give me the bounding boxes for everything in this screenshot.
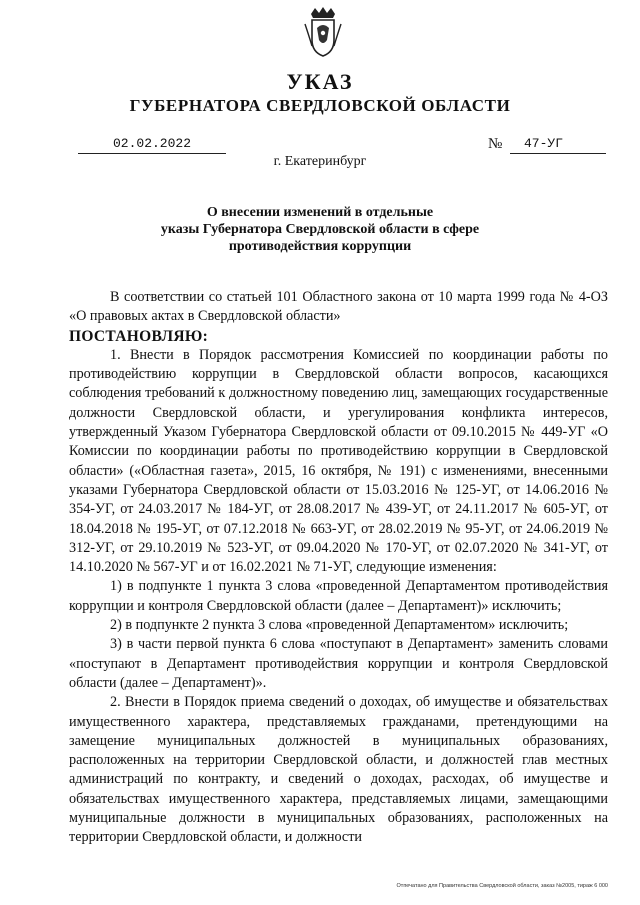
subject-line: указы Губернатора Свердловской области в сфере (160, 222, 480, 237)
print-imprint: Отпечатано для Правительства Свердловской области, заказ №2005, тираж 6 000 (396, 883, 608, 889)
subitem-2: 2) в подпункте 2 пункта 3 слова «проведенной Департаментом» исключить; (110, 617, 569, 634)
decree-subject (110, 204, 530, 255)
decree-keyword: ПОСТАНОВЛЯЮ: (69, 327, 209, 345)
number-sign: № (488, 136, 503, 152)
subitem-1: 1) в подпункте 1 пункта 3 слова «проведенной Департаментом противодействия коррупции и контроля Свердловской области (далее – Департамент)» исключить; (69, 578, 608, 614)
decree-body (69, 288, 608, 848)
subitem-3: 3) в части первой пункта 6 слова «поступают в Департамент» заменить словами «поступают в Департамент противодействия коррупции и контроля Свердловской области (далее – Департамент)». (69, 636, 608, 691)
intro-paragraph: В соответствии со статьей 101 Областного закона от 10 марта 1999 года № 4-ОЗ «О правовых актах в Свердловской области» (69, 289, 608, 325)
paragraph-item-2: 2. Внести в Порядок приема сведений о доходах, об имуществе и обязательствах имущественного характера, представляемых гражданами, претендующими на замещение муниципальных должностей в муниципальных образованиях, расположенных на территории Свердловской области, и должностей глав местных администраций по контракту, и сведений о доходах, расходах, об имуществе и обязательствах имущественного характера, представляемых лицами, замещающими муниципальные должности в муниципальных образованиях, расположенных на территории Свердловской области, и должности (69, 694, 608, 846)
paragraph-item-1: 1. Внести в Порядок рассмотрения Комиссией по координации работы по противодействию коррупции в Свердловской области вопросов, касающихся соблюдения требований к должностному поведению лиц, замещающих государственные должности Свердловской области, и урегулирования конфликта интересов, утвержденный Указом Губернатора Свердловской области от 09.10.2015 № 449-УГ «О Комиссии по координации работы по противодействию коррупции в Свердловской области» («Областная газета», 2015, 16 октября, № 191) с изменениями, внесенными указами Губернатора Свердловской области от 15.03.2016 № 125-УГ, от 14.06.2016 № 354-УГ, от 24.03.2017 № 184-УГ, от 28.08.2017 № 439-УГ, от 24.11.2017 № 605-УГ, от 18.04.2018 № 195-УГ, от 07.12.2018 № 663-УГ, от 28.02.2019 № 95-УГ, от 24.06.2019 № 312-УГ, от 29.10.2019 № 523-УГ, от 09.04.2020 № 170-УГ, от 02.07.2020 № 341-УГ, от 14.10.2020 № 567-УГ и от 16.02.2021 № 71-УГ, следующие изменения: (69, 346, 608, 576)
subject-line: противодействия коррупции (228, 239, 412, 254)
subject-line: О внесении изменений в отдельные (206, 205, 434, 220)
decree-number: 47-УГ (510, 136, 606, 154)
coat-of-arms-icon (303, 6, 343, 58)
issuer-title: ГУБЕРНАТОРА СВЕРДЛОВСКОЙ ОБЛАСТИ (129, 96, 511, 115)
decree-date: 02.02.2022 (78, 136, 226, 154)
city: г. Екатеринбург (273, 154, 367, 169)
document-title: УКАЗ (286, 69, 354, 94)
